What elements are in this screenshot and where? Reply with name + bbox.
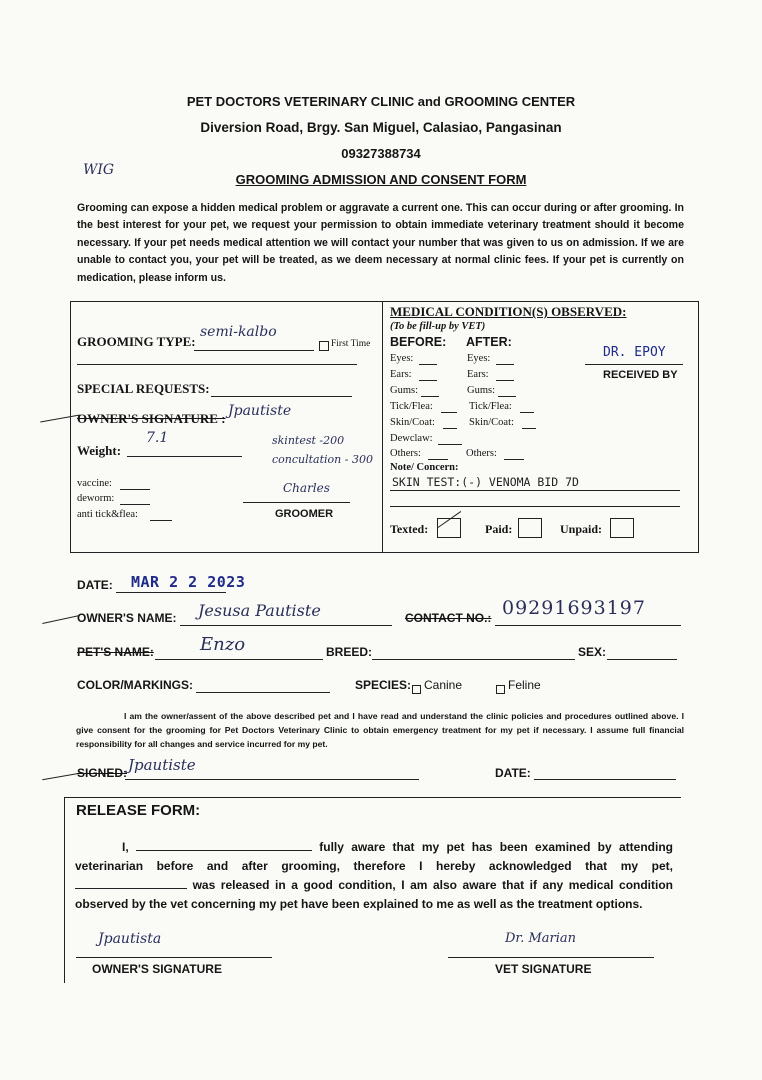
signed-label: SIGNED:	[77, 766, 128, 780]
release-pet-line[interactable]	[75, 878, 187, 889]
special-requests-line	[211, 396, 352, 397]
after-skin: Skin/Coat:	[469, 417, 514, 428]
canine-label: Canine	[424, 678, 463, 692]
after-gums-line	[498, 396, 516, 397]
before-tick: Tick/Flea:	[390, 401, 433, 412]
release-title: RELEASE FORM:	[76, 802, 201, 819]
grooming-type-line	[194, 350, 314, 351]
paid-label: Paid:	[485, 522, 513, 536]
clinic-phone: 09327388734	[341, 146, 421, 161]
release-part-2: fully aware that my pet has been examined by attending veterinarian before and after grooming, therefore I hereby acknowledged that my pet,	[75, 840, 673, 873]
release-paragraph	[75, 838, 673, 914]
date-value[interactable]: MAR 2 2 2023	[131, 573, 246, 591]
signed-line	[125, 779, 419, 780]
first-time-checkbox[interactable]	[319, 337, 329, 355]
box-divider	[382, 301, 383, 553]
tick-label: anti tick&flea:	[77, 509, 138, 520]
signed-value[interactable]: Jpautiste	[128, 756, 196, 774]
consent-text: I am the owner/assent of the above described pet and I have read and understand the clinic policies and procedures outlined above. I give consent for the grooming for Pet Doctors Veterinary Clinic to obtain emergency treatment for my pet if necessary. I assume full financial responsibility for all changes and service incurred for my pet.	[76, 711, 684, 749]
note-value[interactable]: SKIN TEST:(-) VENOMA BID 7D	[392, 475, 579, 489]
vet-sig-line	[448, 957, 654, 958]
before-others-line	[428, 459, 448, 460]
after-others-line	[504, 459, 524, 460]
owner-signature-label: OWNER'S SIGNATURE :	[77, 411, 226, 426]
grooming-type-label: GROOMING TYPE:	[77, 334, 196, 349]
note-line-2	[390, 506, 680, 507]
received-by-line	[585, 364, 683, 365]
pen-stroke-2	[42, 615, 79, 624]
contact-value[interactable]: 09291693197	[502, 597, 646, 619]
pet-name-label: PET'S NAME:	[77, 645, 154, 659]
first-time-label: First Time	[331, 339, 371, 349]
intro-paragraph: Grooming can expose a hidden medical problem or aggravate a current one. This can occur during or after grooming. In the best interest for your pet, we request your permission to obtain immediate veterinary treatment should it become necessary. If your pet needs medical attention we will contact your number that was given to us on admission. If we are unable to contact you, your pet will be treated, as we deem necessary at normal clinic fees. If your pet is currently on medication, please inform us.	[77, 202, 684, 284]
grooming-type-value[interactable]: semi-kalbo	[200, 324, 277, 340]
after-ears-line	[496, 380, 514, 381]
paid-checkbox[interactable]	[518, 518, 542, 538]
sex-label: SEX:	[578, 645, 607, 659]
before-eyes: Eyes:	[390, 353, 414, 364]
clinic-name: PET DOCTORS VETERINARY CLINIC and GROOMING CENTER	[186, 94, 576, 109]
vet-sig-label: VET SIGNATURE	[495, 962, 592, 976]
grooming-extra-line	[77, 364, 357, 365]
owner-signature-value[interactable]: Jpautiste	[228, 403, 292, 419]
unpaid-label: Unpaid:	[560, 522, 603, 536]
release-part-1: I,	[122, 840, 129, 854]
contact-line	[495, 625, 681, 626]
feline-checkbox[interactable]	[496, 681, 505, 699]
deworm-line	[120, 504, 150, 505]
before-gums: Gums:	[390, 385, 419, 396]
texted-checkbox[interactable]	[437, 518, 461, 538]
species-label: SPECIES:	[355, 678, 412, 692]
after-eyes: Eyes:	[467, 353, 491, 364]
canine-checkbox[interactable]	[412, 681, 421, 699]
clinic-address: Diversion Road, Brgy. San Miguel, Calasiao, Pangasinan	[200, 120, 562, 135]
contact-label: CONTACT NO.:	[405, 611, 492, 625]
groomer-label: GROOMER	[275, 508, 334, 520]
deworm-label: deworm:	[77, 493, 115, 504]
received-by-value: DR. EPOY	[603, 345, 666, 360]
weight-line	[127, 456, 242, 457]
before-eyes-line	[419, 364, 437, 365]
release-name-line[interactable]	[136, 840, 312, 851]
owner-sig-label: OWNER'S SIGNATURE	[92, 962, 222, 976]
owner-sig-line	[76, 957, 272, 958]
owner-name-line	[180, 625, 392, 626]
medical-subtitle: (To be fill-up by VET)	[390, 321, 486, 332]
after-others: Others:	[466, 448, 497, 459]
vet-sig-value: Dr. Marian	[505, 931, 577, 946]
breed-line	[372, 659, 575, 660]
owner-sig-value: Jpautista	[98, 931, 162, 947]
owner-name-label: OWNER'S NAME:	[77, 611, 177, 625]
date-line	[116, 592, 226, 593]
before-tick-line	[441, 412, 457, 413]
owner-name-value[interactable]: Jesusa Pautiste	[198, 601, 321, 620]
texted-label: Texted:	[390, 522, 429, 536]
color-line	[196, 692, 330, 693]
note-label: Note/ Concern:	[390, 462, 459, 473]
after-eyes-line	[496, 364, 514, 365]
vaccine-line	[120, 489, 150, 490]
consent-date-line	[534, 779, 676, 780]
after-gums: Gums:	[467, 385, 496, 396]
unpaid-checkbox[interactable]	[610, 518, 634, 538]
margin-note: WIG	[83, 162, 115, 178]
medical-title: MEDICAL CONDITION(S) OBSERVED:	[390, 304, 627, 319]
feline-label: Feline	[508, 678, 541, 692]
after-tick-line	[520, 412, 534, 413]
before-dewclaw: Dewclaw:	[390, 433, 433, 444]
after-label: AFTER:	[466, 335, 512, 349]
after-ears: Ears:	[467, 369, 489, 380]
fee-line-1: skintest -200	[272, 434, 345, 447]
before-dewclaw-line	[438, 444, 462, 445]
groomer-line	[243, 502, 350, 503]
before-others: Others:	[390, 448, 421, 459]
sex-line	[607, 659, 677, 660]
before-gums-line	[421, 396, 439, 397]
pen-stroke-3	[42, 773, 80, 781]
before-ears: Ears:	[390, 369, 412, 380]
weight-label: Weight:	[77, 443, 122, 458]
color-label: COLOR/MARKINGS:	[77, 678, 193, 692]
consent-date-label: DATE:	[495, 766, 531, 780]
pet-name-line	[155, 659, 323, 660]
after-skin-line	[522, 428, 536, 429]
after-tick: Tick/Flea:	[469, 401, 512, 412]
pet-name-value[interactable]: Enzo	[200, 634, 246, 655]
breed-label: BREED:	[326, 645, 373, 659]
form-title: GROOMING ADMISSION AND CONSENT FORM	[235, 172, 527, 187]
special-requests-label: SPECIAL REQUESTS:	[77, 381, 210, 396]
before-ears-line	[419, 380, 437, 381]
groomer-value: Charles	[283, 481, 330, 495]
before-skin: Skin/Coat:	[390, 417, 435, 428]
before-label: BEFORE:	[390, 335, 447, 349]
release-part-3: was released in a good condition, I am also aware that if any medical condition observed by the vet concerning my pet have been explained to me as well as the treatment options.	[75, 878, 674, 911]
tick-line	[150, 520, 172, 521]
vaccine-label: vaccine:	[77, 478, 112, 489]
date-label: DATE:	[77, 578, 113, 592]
note-line-1	[390, 490, 680, 491]
fee-line-2: concultation - 300	[272, 453, 373, 466]
received-by-label: RECEIVED BY	[603, 369, 678, 381]
weight-value[interactable]: 7.1	[146, 430, 169, 446]
before-skin-line	[443, 428, 457, 429]
